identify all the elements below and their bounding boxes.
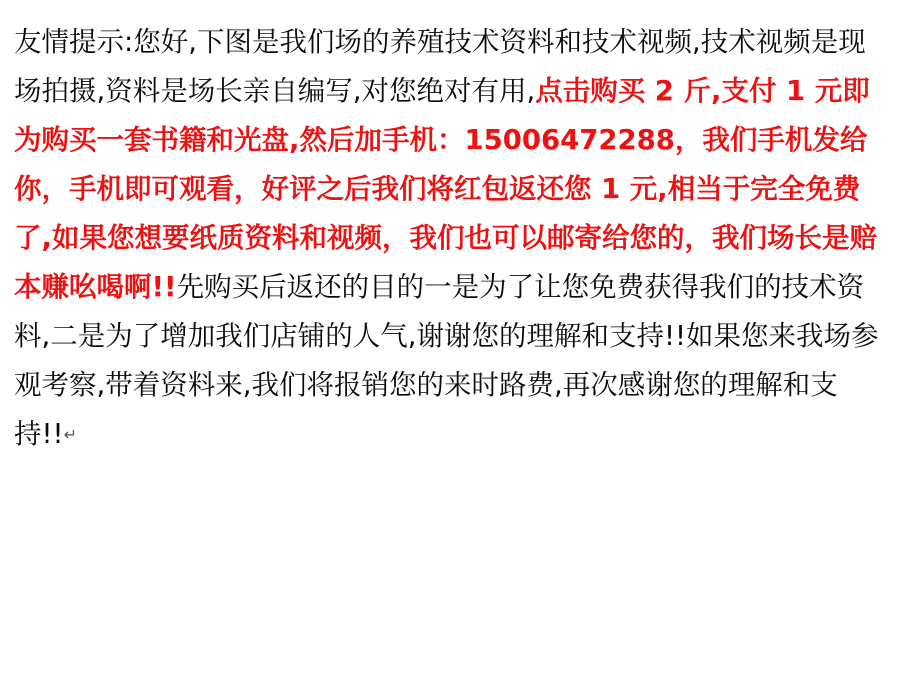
paragraph-mark-icon: ↵ [63, 425, 77, 444]
notice-segment-highlight: 点击购买 2 斤,支付 1 元即为购买一套书籍和光盘,然后加手机：15006472288，我们手机发给你，手机即可观看，好评之后我们将红包返还您 1 元,相当于完全免费了,如果您想要纸质资料和视频，我们也可以邮寄给您的，我们场长是赔本赚吆喝啊!! [14, 75, 877, 303]
notice-paragraph [14, 18, 886, 459]
notice-segment-intro: 友情提示:您好,下图是我们场的养殖技术资料和技术视频,技术视频是现场拍摄,资料是场长亲自编写,对您绝对有用, [14, 26, 866, 107]
notice-segment-closing: 先购买后返还的目的一是为了让您免费获得我们的技术资料,二是为了增加我们店铺的人气,谢谢您的理解和支持!!如果您来我场参观考察,带着资料来,我们将报销您的来时路费,再次感谢您的理解和支持!! [14, 271, 879, 450]
